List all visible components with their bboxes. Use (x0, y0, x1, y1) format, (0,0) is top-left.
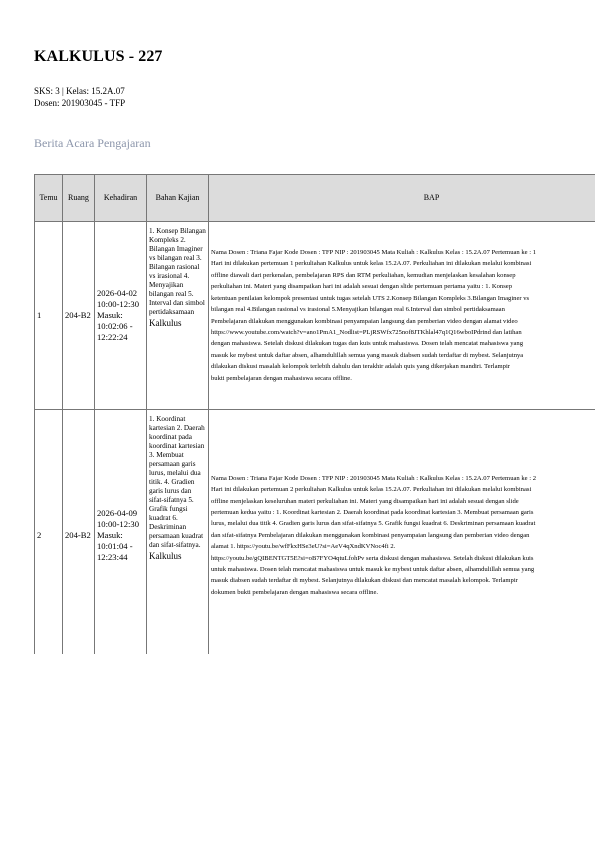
page-title: KALKULUS - 227 (34, 48, 163, 65)
lecturer-meta: Dosen: 201903045 - TFP (34, 98, 126, 108)
bap-line: ketentuan penilaian kelompok presentasi untuk tugas setelah UTS 2.Konsep Bilangan Kompleks 3.Bilangan Imaginer vs (211, 294, 530, 302)
header-bap: BAP (209, 175, 595, 222)
cell-bap (209, 222, 595, 410)
bahan-course-name: Kalkulus (149, 551, 182, 561)
cell-ruang: 204-B2 (63, 222, 95, 410)
bap-line: pertemuan kedua yaitu : 1. Koordinat kartesian 2. Daerah koordinat pada koordinat kartesian 3. Membuat persamaan garis (211, 508, 534, 516)
cell-ruang: 204-B2 (63, 410, 95, 655)
cell-kehadiran: 2026-04-02 10:00-12:30 Masuk: 10:02:06 - 12:22:24 (95, 222, 147, 410)
bahan-text: 1. Koordinat kartesian 2. Daerah koordinat pada koordinat kartesian 3. Membuat persamaan garis lurus, melalui dua titik. 4. Gradien garis lurus dan sifat-sifatnya 5. Grafik fungsi kuadrat 6. Deskriminan persamaan kuadrat dan sifat-sifatnya. (149, 415, 205, 549)
cell-kehadiran: 2026-04-09 10:00-12:30 Masuk: 10:01:04 - 12:23:44 (95, 410, 147, 655)
bap-line: bukti pembelajaran dengan mahasiswa secara offline. (211, 374, 352, 382)
bap-line: Pembelajaran dilakukan menggunakan kombinasi penyampaian langsung dan pemberian video dengan alamat video (211, 317, 518, 325)
header-bahan-kajian: Bahan Kajian (147, 175, 209, 222)
table-row (35, 410, 595, 655)
cell-bahan-kajian (147, 222, 209, 410)
bap-line: lurus, melalui dua titik 4. Gradien garis lurus dan sifat-sifatnya 5. Grafik fungsi kuadrat 6. Deskriminan persamaan kuadrat (211, 520, 536, 528)
cell-temu: 1 (35, 222, 63, 410)
header-temu: Temu (35, 175, 63, 222)
bap-table-wrapper (34, 174, 595, 654)
bap-line: dan sifat-sifatnya Pembelajaran dilakukan menggunakan kombinasi penyampaian langsung dan pemberian video dengan (211, 531, 530, 539)
bap-line: https://www.youtube.com/watch?v=ano1PmA1_Nodlist=PLjRSWfx725nof8JTKhlal47q1Q16wboIPdrind dan latihan (211, 328, 522, 336)
bap-line: Nama Dosen : Triana Fajar Kode Dosen : TFP NIP : 201903045 Mata Kuliah : Kalkulus Kelas : 15.2A.07 Pertemuan ke : 1 (211, 249, 537, 257)
bahan-text: 1. Konsep Bilangan Kompleks 2. Bilangan Imaginer vs bilangan real 3. Bilangan rasional vs irasional 4. Menyajikan bilangan real 5. Interval dan simbol pertidaksamaan (149, 227, 206, 316)
cell-bap (209, 410, 595, 655)
table-row (35, 222, 595, 410)
header-ruang: Ruang (63, 175, 95, 222)
bap-line: Hari ini dilakukan pertemuan 2 perkuliahan Kalkulus untuk kelas 15.2A.07. Perkuliahan ini dilakukan melalui kombinasi (211, 486, 532, 494)
table-header-row (35, 175, 595, 222)
bap-line: masuk ke mybest untuk daftar absen, alhamdulillah semua yang masuk diabsen sudah terdaftar di mybest. Selanjutnya (211, 351, 524, 359)
bap-line: untuk mahasiswa. Dosen telah mencatat mahasiswa untuk masuk ke mybest untuk daftar absen, alhamdulillah semua yang (211, 566, 535, 574)
bap-line: bilangan real 4.Bilangan rasional vs irasional 5.Menyajikan bilangan real 6.Interval dan simbol pertidaksamaan (211, 306, 505, 314)
bap-line: dilakukan diskusi masalah kelompok terlebih dahulu dan terakhir adalah quis yang dikerjakan mandiri. Terlampir (211, 363, 510, 371)
bap-line: Hari ini dilakukan pertemuan 1 perkuliahan Kalkulus untuk kelas 15.2A.07. Perkuliahan ini dilakukan melalui kombinasi (211, 260, 532, 268)
bap-line: alamat 1. https://youtu.be/wfFkxHSe3eU?si=AeV4qXndKVNoc4fi 2. (211, 543, 396, 551)
header-kehadiran: Kehadiran (95, 175, 147, 222)
bap-table (34, 174, 595, 654)
bap-line: perkuliahan ini. Materi yang disampaikan hari ini adalah sesuai dengan slide pertemuan pertama yaitu : 1. Konsep (211, 283, 513, 291)
section-title: Berita Acara Pengajaran (34, 136, 151, 150)
bap-line: masuk diabsen sudah terdaftar di mybest. Selanjutnya dilakukan diskusi dan mencatat masalah kelompok. Terlampir (211, 577, 518, 585)
cell-bahan-kajian (147, 410, 209, 655)
bap-line: offline menjelaskan keseluruhan materi perkuliahan ini. Materi yang disampaikan hari ini adalah sesuai dengan slide (211, 497, 519, 505)
bap-line: dengan mahasiswa. Setelah diskusi dilakukan tugas dan kuis untuk mahasiswa. Dosen telah mencatat mahasiswa yang (211, 340, 524, 348)
bap-line: offline diawali dari perkenalan, pembelajaran RPS dan RTM perkuliahan, kemudian menjelaskan kesalahan konsep (211, 271, 516, 279)
cell-temu: 2 (35, 410, 63, 655)
bap-line: dokumen bukti pembelajaran dengan mahasiswa secara offline. (211, 588, 379, 596)
bap-line: https://youtu.be/gQIBENTGT5E?si=oB7FYO4qtuLfohPv serta diskusi dengan mahasiswa. Setelah diskusi dilakukan kuis (211, 554, 534, 562)
course-meta: SKS: 3 | Kelas: 15.2A.07 (34, 86, 125, 96)
bap-line: Nama Dosen : Triana Fajar Kode Dosen : TFP NIP : 201903045 Mata Kuliah : Kalkulus Kelas : 15.2A.07 Pertemuan ke : 2 (211, 474, 537, 482)
bahan-course-name: Kalkulus (149, 318, 182, 328)
